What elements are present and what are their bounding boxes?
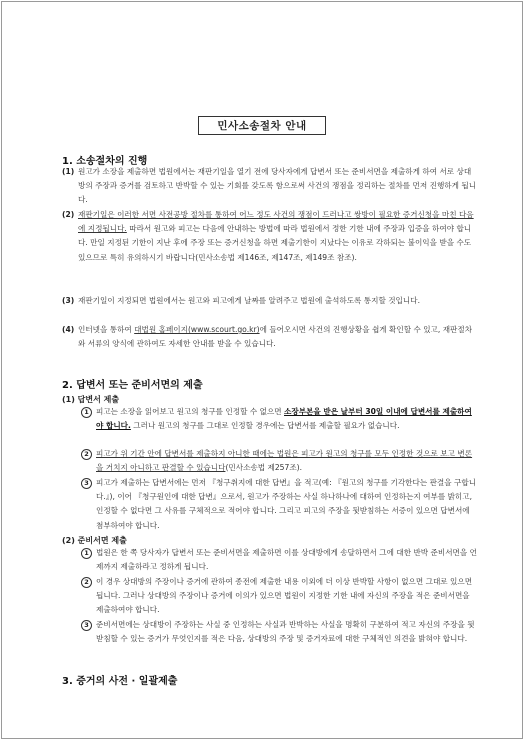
section-heading-2: 2. 답변서 또는 준비서면의 제출 [62, 380, 203, 391]
item-text: 인터넷을 통하여 [78, 325, 135, 334]
item-text: 에 들어오시면 사건의 진행상황을 쉽게 확인할 수 있고, 재판절차와 서류의 양식에 관하여도 자세한 안내를 받을 수 있습니다. [78, 325, 473, 349]
item-text: 그러나 원고의 청구를 그대로 인정할 경우에는 답변서를 제출할 필요가 없습니다. [130, 421, 400, 431]
item-text: 재판기일이 지정되면 법원에서는 원고와 피고에게 날짜를 알려주고 법원에 출석하도록 통지할 것입니다. [78, 296, 420, 305]
section1-item-4 [62, 323, 478, 351]
section1-item-3 [62, 294, 478, 308]
section-heading-1: 1. 소송절차의 진행 [62, 156, 148, 167]
item-text: 피고는 소장을 읽어보고 원고의 청구를 인정할 수 없으면 [96, 407, 285, 416]
item-number-marker: 3 [81, 620, 92, 631]
item-number-marker: 2 [81, 449, 92, 460]
item-number-marker: 1 [81, 407, 92, 418]
item-text: 따라서 원고와 피고는 다음에 안내하는 방법에 따라 법원에서 정한 기한 내에 주장과 입증을 하여야 합니다. 만일 지정된 기한이 지난 후에 주장 또는 증거신청을 하면 제출기한이 지났다는 이유로 각하되는 불이익을 받을 수도 있으므로 특히 유의하시기 바랍니다(민사소송법 제146조, 제147조, 제149조 참조). [78, 224, 472, 262]
subsection-heading-answer: (1) 답변서 제출 [62, 395, 120, 404]
item-number-marker: 1 [81, 548, 92, 559]
item-text: (민사소송법 제257조). [225, 463, 303, 473]
brief-item-3 [84, 618, 478, 646]
section-heading-3: 3. 증거의 사전 · 일괄제출 [62, 676, 178, 687]
item-marker: (1) [62, 167, 75, 176]
homepage-link[interactable]: 대법원 홈페이지(www.scourt.go.kr) [134, 325, 260, 334]
item-text: 피고가 제출하는 답변서에는 먼저 『청구취지에 대한 답변』을 적고(예: 『원고의 청구를 기각한다는 판결을 구합니다.』), 이어 『청구원인에 대한 답변』으로서, 원고가 주장하는 사실 하나하나에 대하여 인정하는지 여부를 밝히고, 인정할 수 없다면 그 사유를 구체적으로 적어야 합니다. 그리고 피고의 주장을 뒷받침하는 서증이 있으면 답변서에 첨부하여야 합니다. [96, 478, 477, 530]
answer-item-3 [84, 476, 478, 533]
brief-item-1 [84, 546, 478, 574]
subsection-heading-brief: (2) 준비서면 제출 [62, 536, 127, 545]
answer-item-2 [84, 447, 478, 475]
item-marker: (4) [62, 325, 75, 334]
section1-item-2 [62, 208, 478, 265]
brief-item-2 [84, 575, 478, 618]
item-marker: (2) [62, 210, 75, 219]
section1-item-1 [62, 165, 478, 208]
document-title: 민사소송절차 안내 [198, 116, 326, 135]
item-marker: (3) [62, 296, 75, 305]
item-text: 준비서면에는 상대방이 주장하는 사실 중 인정하는 사실과 반박하는 사실을 명확히 구분하여 적고 자신의 주장을 뒷받침할 수 있는 증거가 무엇인지를 적은 다음, 상대방의 주장 및 증거자료에 대한 구체적인 의견을 밝혀야 합니다. [96, 620, 475, 644]
item-text: 이 경우 상대방의 주장이나 증거에 관하여 종전에 제출한 내용 이외에 더 이상 반박할 사항이 없으면 그대로 있으면 됩니다. 그러나 상대방의 주장이나 증거에 이의가 있으면 법원이 지정한 기한 내에 자신의 주장을 적은 준비서면을 제출하여야 합니다. [96, 577, 473, 615]
item-text-emphasis: 소장부본을 받은 날부터 30일 이내에 답변서를 제출하여야 합니다. [96, 407, 472, 431]
item-number-marker: 3 [81, 478, 92, 489]
item-text-emphasis: 재판기일은 이러한 서면 사전공방 절차를 통하여 어느 정도 사건의 쟁점이 드러나고 쌍방이 필요한 증거신청을 마친 다음에 지정됩니다. [78, 210, 474, 234]
answer-item-1 [84, 405, 478, 433]
item-number-marker: 2 [81, 577, 92, 588]
item-text-emphasis: 피고가 위 기간 안에 답변서를 제출하지 아니한 때에는 법원은 피고가 원고의 청구를 모두 인정한 것으로 보고 변론을 거치지 아니하고 판결할 수 있습니다 [96, 449, 473, 473]
item-text: 원고가 소장을 제출하면 법원에서는 재판기일을 열기 전에 당사자에게 답변서 또는 준비서면을 제출하게 하여 서로 상대방의 주장과 증거를 검토하고 반박할 수 있는 기회를 갖도록 함으로써 사건의 쟁점을 정리하는 절차를 먼저 진행하게 됩니다. [78, 167, 477, 205]
item-text: 법원은 한 쪽 당사자가 답변서 또는 준비서면을 제출하면 이를 상대방에게 송달하면서 그에 대한 반박 준비서면을 언제까지 제출하라고 정하게 됩니다. [96, 548, 477, 572]
